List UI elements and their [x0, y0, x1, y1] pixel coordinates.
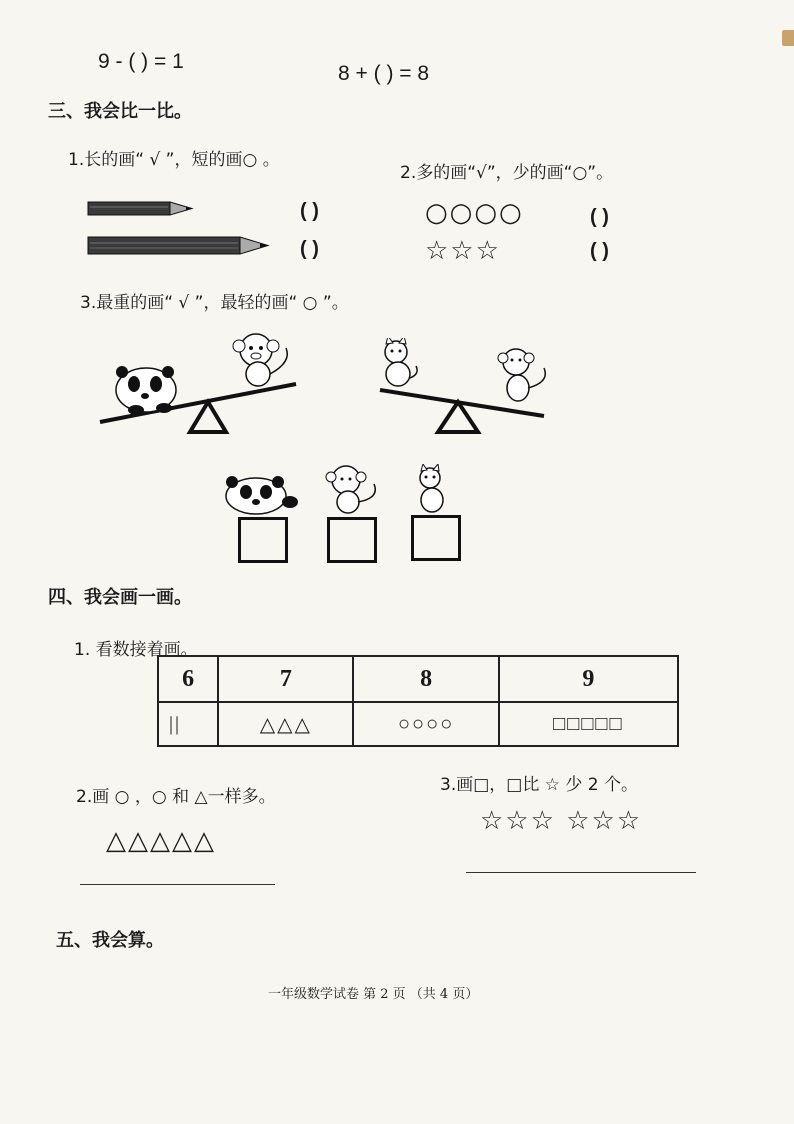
short-pencil-image [86, 198, 196, 220]
equation-2: 8 + ( ) = 8 [338, 62, 430, 85]
stars-group: ☆☆☆ [425, 236, 501, 266]
monkey-icon [498, 349, 545, 401]
answer-box-cat[interactable] [411, 515, 461, 561]
table-cell-9[interactable]: □□□□□ [499, 702, 678, 746]
table-cell-7[interactable]: △△△ [218, 702, 353, 746]
panda-icon [116, 366, 176, 415]
seesaw-panda-monkey-image [96, 322, 306, 438]
monkey-icon [233, 334, 287, 386]
seesaw-cat-monkey-image [376, 338, 556, 438]
answer-box-panda[interactable] [238, 517, 288, 563]
question-3-2: 2.多的画“√”，少的画“○”。 [400, 163, 614, 183]
equation-1: 9 - ( ) = 1 [98, 50, 184, 73]
page-edge-mark [782, 30, 794, 46]
answer-line-squares[interactable] [466, 872, 696, 873]
panda-answer-image [212, 470, 302, 516]
table-cell-6[interactable]: || [158, 702, 218, 746]
table-header-7: 7 [218, 656, 353, 702]
question-4-1: 1. 看数接着画。 [74, 640, 198, 660]
question-4-3: 3.画□，□比 ☆ 少 2 个。 [440, 775, 639, 795]
section-3-heading: 三、我会比一比。 [48, 101, 192, 122]
answer-box-monkey[interactable] [327, 517, 377, 563]
draw-table [157, 655, 679, 747]
long-pencil-image [86, 233, 272, 259]
page-footer: 一年级数学试卷 第 2 页 （共 4 页） [268, 987, 479, 1002]
question-3-3: 3.最重的画“ √ ”，最轻的画“ ○ ”。 [80, 293, 349, 313]
answer-paren-stars[interactable]: ( ) [590, 240, 609, 262]
monkey-answer-image [318, 460, 384, 516]
circles-group: ○○○○ [425, 198, 524, 228]
cat-answer-image [414, 464, 450, 514]
answer-paren-circles[interactable]: ( ) [590, 206, 609, 228]
answer-line-circles[interactable] [80, 884, 275, 885]
table-header-9: 9 [499, 656, 678, 702]
section-5-heading: 五、我会算。 [56, 930, 164, 951]
stars-row: ☆☆☆ ☆☆☆ [480, 806, 643, 836]
question-4-2: 2.画 ○ ，○ 和 △一样多。 [76, 787, 276, 807]
answer-paren-short-pencil[interactable]: ( ) [300, 200, 319, 222]
answer-paren-long-pencil[interactable]: ( ) [300, 238, 319, 260]
table-cell-8[interactable]: ○○○○ [353, 702, 498, 746]
table-header-6: 6 [158, 656, 218, 702]
question-3-1: 1.长的画“ √ ”，短的画○ 。 [68, 150, 280, 170]
table-header-8: 8 [353, 656, 498, 702]
cat-icon [385, 338, 417, 386]
section-4-heading: 四、我会画一画。 [48, 587, 192, 608]
triangles-group: △△△△△ [106, 826, 216, 856]
